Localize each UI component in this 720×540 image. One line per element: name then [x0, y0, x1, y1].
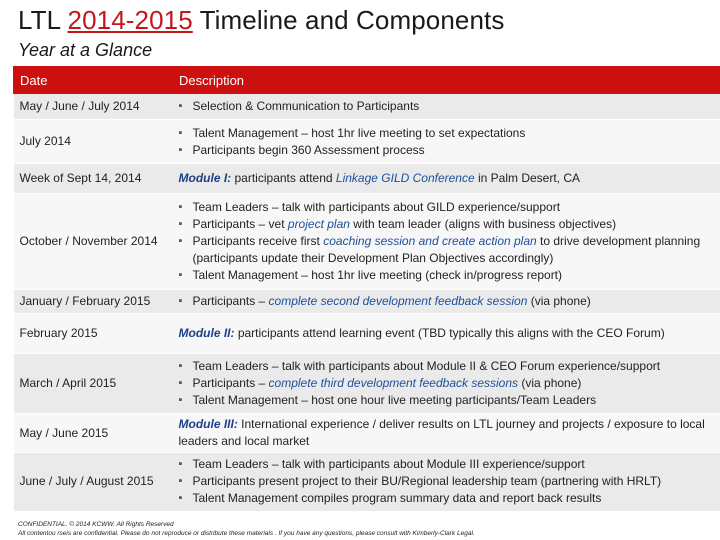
- description-bullet: [179, 456, 714, 473]
- text-segment: with team leader (aligns with business objectives): [349, 217, 617, 231]
- module-label: Module I:: [178, 171, 232, 185]
- row-date: February 2015: [14, 314, 173, 354]
- row-description: [173, 354, 720, 414]
- text-segment: in Palm Desert, CA: [474, 171, 581, 185]
- description-bullet: [179, 490, 714, 507]
- description-bullet: [179, 216, 714, 233]
- text-segment: Participants present project to their BU/Regional leadership team (partnering with HRLT): [192, 474, 662, 489]
- text-segment: participants attend learning event (TBD typically this aligns with the CEO Forum): [234, 326, 665, 340]
- footer: [18, 520, 475, 538]
- text-segment: Participants receive first: [192, 234, 324, 248]
- description-text: [179, 416, 714, 450]
- text-segment: to drive development planning (participants update their Development Plan Objectives accordingly): [192, 234, 701, 265]
- row-description: [173, 314, 720, 354]
- row-description: [173, 290, 720, 314]
- table-row: [14, 414, 720, 453]
- page-subtitle: Year at a Glance: [18, 40, 153, 60]
- text-segment: International experience / deliver results on LTL journey and projects / exposure to local leaders and local market: [178, 417, 705, 448]
- row-date: January / February 2015: [14, 290, 173, 314]
- text-segment: Talent Management – host one hour live meeting participants/Team Leaders: [192, 393, 597, 407]
- text-segment: Talent Management – host 1hr live meeting (check in/progress report): [192, 268, 563, 282]
- description-bullet: [179, 293, 714, 310]
- text-segment: Talent Management – host 1hr live meeting to set expectations: [192, 125, 526, 140]
- description-bullet: [179, 142, 714, 159]
- title-suffix: Timeline and Components: [192, 5, 505, 35]
- table-header-row: [14, 67, 720, 94]
- row-date: Week of Sept 14, 2014: [14, 164, 173, 194]
- description-bullet: [179, 473, 714, 490]
- table-row: [14, 94, 720, 120]
- timeline-table: [13, 66, 720, 511]
- description-bullet: [179, 267, 714, 284]
- table-row: [14, 194, 720, 290]
- description-bullet: [179, 233, 714, 267]
- description-bullet: [179, 358, 714, 375]
- page-title: [18, 5, 504, 36]
- row-description: [173, 414, 720, 453]
- row-description: [173, 94, 720, 120]
- header-date: Date: [14, 67, 173, 94]
- row-date: October / November 2014: [14, 194, 173, 290]
- table-row: [14, 290, 720, 314]
- text-segment: Talent Management compiles program summary data and report back results: [192, 491, 602, 506]
- row-description: [173, 453, 720, 511]
- header-description: Description: [173, 67, 720, 94]
- row-date: May / June / July 2014: [14, 94, 173, 120]
- highlight-text: project plan: [287, 217, 350, 231]
- footer-disclaimer: All contentou rseis are confidential. Please do not reproduce or distribute these materials . If you have any questions, please consult with Kimberly-Clark Legal.: [18, 530, 475, 537]
- highlight-text: Linkage GILD Conference: [335, 171, 475, 185]
- text-segment: Participants –: [192, 294, 269, 308]
- row-description: [173, 120, 720, 164]
- module-label: Module III:: [178, 417, 238, 431]
- table-row: [14, 314, 720, 354]
- row-date: March / April 2015: [14, 354, 173, 414]
- highlight-text: complete second development feedback session: [268, 294, 528, 308]
- highlight-text: complete third development feedback sessions: [268, 376, 519, 390]
- text-segment: (via phone): [518, 376, 582, 390]
- module-label: Module II:: [178, 326, 235, 340]
- row-date: May / June 2015: [14, 414, 173, 453]
- table-row: [14, 164, 720, 194]
- row-date: July 2014: [14, 120, 173, 164]
- title-years-link[interactable]: 2014-2015: [67, 5, 193, 35]
- description-text: [179, 325, 714, 342]
- text-segment: participants attend: [231, 171, 336, 185]
- description-bullet: [179, 125, 714, 142]
- title-prefix: LTL: [18, 5, 68, 35]
- table-row: [14, 120, 720, 164]
- footer-copyright: CONFIDENTIAL. © 2014 KCWW. All Rights Reserved: [18, 521, 174, 528]
- description-bullet: [179, 375, 714, 392]
- text-segment: Participants begin 360 Assessment process: [192, 142, 425, 157]
- description-bullet: [179, 392, 714, 409]
- text-segment: Team Leaders – talk with participants about GILD experience/support: [192, 200, 561, 214]
- text-segment: (via phone): [527, 294, 591, 308]
- row-description: [173, 194, 720, 290]
- row-description: [173, 164, 720, 194]
- description-bullet: [179, 199, 714, 216]
- highlight-text: coaching session and create action plan: [323, 234, 537, 248]
- description-bullet: [179, 98, 714, 115]
- text-segment: Team Leaders – talk with participants about Module III experience/support: [192, 457, 585, 472]
- text-segment: Team Leaders – talk with participants about Module II & CEO Forum experience/support: [192, 359, 661, 373]
- table-body: [14, 94, 720, 511]
- text-segment: Participants – vet: [192, 217, 288, 231]
- table-row: [14, 354, 720, 414]
- row-date: June / July / August 2015: [14, 453, 173, 511]
- text-segment: Selection & Communication to Participants: [192, 99, 420, 113]
- text-segment: Participants –: [192, 376, 269, 390]
- table-row: [14, 453, 720, 511]
- description-text: [179, 170, 714, 187]
